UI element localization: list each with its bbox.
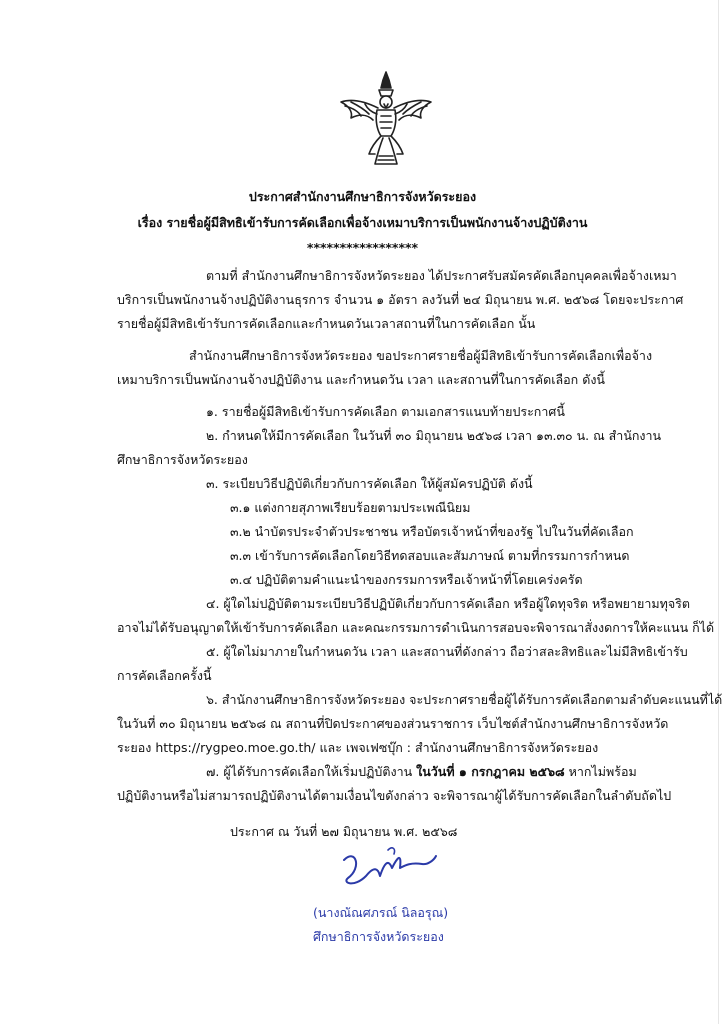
item-2-line-2: ศึกษาธิการจังหวัดระยอง <box>117 452 248 467</box>
item-7-line-2: ปฏิบัติงานหรือไม่สามารถปฏิบัติงานได้ตามเงื่อนไขดังกล่าว จะพิจารณาผู้ได้รับการคัดเลือกในลำดับถัดไป <box>117 788 672 803</box>
item-7-line-1 <box>206 764 637 780</box>
paragraph-2-line-1: สำนักงานศึกษาธิการจังหวัดระยอง ขอประกาศรายชื่อผู้มีสิทธิเข้ารับการคัดเลือกเพื่อจ้าง <box>189 348 653 363</box>
header-stars-divider: ***************** <box>306 240 419 255</box>
item-5-line-2: การคัดเลือกครั้งนี้ <box>117 668 212 683</box>
item-7-start-text: ๗. ผู้ได้รับการคัดเลือกให้เริ่มปฏิบัติงาน <box>206 764 417 779</box>
item-2-line-1: ๒. กำหนดให้มีการคัดเลือก ในวันที่ ๓๐ มิถุนายน ๒๕๖๘ เวลา ๑๓.๓๐ น. ณ สำนักงาน <box>206 428 662 443</box>
page-edge-divider <box>718 0 719 1024</box>
item-3: ๓. ระเบียบวิธีปฏิบัติเกี่ยวกับการคัดเลือก ให้ผู้สมัครปฏิบัติ ดังนี้ <box>206 476 533 491</box>
paragraph-1-line-3: รายชื่อผู้มีสิทธิเข้ารับการคัดเลือกและกำหนดวันเวลาสถานที่ในการคัดเลือก นั้น <box>117 316 536 331</box>
paragraph-1-line-2: บริการเป็นพนักงานจ้างปฏิบัติงานธุรการ จำนวน ๑ อัตรา ลงวันที่ ๒๔ มิถุนายน พ.ศ. ๒๕๖๘ โดยจะประกาศ <box>117 292 684 307</box>
item-3-3: ๓.๓ เข้ารับการคัดเลือกโดยวิธีทดสอบและสัมภาษณ์ ตามที่กรรมการกำหนด <box>230 548 630 563</box>
item-3-1: ๓.๑ แต่งกายสุภาพเรียบร้อยตามประเพณีนิยม <box>230 500 471 515</box>
announcement-title: ประกาศสำนักงานศึกษาธิการจังหวัดระยอง <box>248 189 477 204</box>
announcement-date: ประกาศ ณ วันที่ ๒๗ มิถุนายน พ.ศ. ๒๕๖๘ <box>230 824 458 839</box>
handwritten-signature <box>330 838 440 898</box>
item-1: ๑. รายชื่อผู้มีสิทธิเข้ารับการคัดเลือก ตามเอกสารแนบท้ายประกาศนี้ <box>206 404 565 419</box>
announcement-subject: เรื่อง รายชื่อผู้มีสิทธิเข้ารับการคัดเลือกเพื่อจ้างเหมาบริการเป็นพนักงานจ้างปฏิบัติงาน <box>137 215 588 230</box>
item-6-line-2: ในวันที่ ๓๐ มิถุนายน ๒๕๖๘ ณ สถานที่ปิดประกาศของส่วนราชการ เว็บไซต์สำนักงานศึกษาธิการจังหวัด <box>117 716 669 731</box>
garuda-emblem-icon <box>331 68 441 168</box>
item-7-end-text: หากไม่พร้อม <box>564 764 637 779</box>
paragraph-1-line-1: ตามที่ สำนักงานศึกษาธิการจังหวัดระยอง ได้ประกาศรับสมัครคัดเลือกบุคคลเพื่อจ้างเหมา <box>206 268 677 283</box>
item-3-4: ๓.๔ ปฏิบัติตามคำแนะนำของกรรมการหรือเจ้าหน้าที่โดยเคร่งครัด <box>230 572 583 587</box>
item-6-line-3: ระยอง https://rygpeo.moe.go.th/ และ เพจเฟซบุ๊ก : สำนักงานศึกษาธิการจังหวัดระยอง <box>117 740 599 755</box>
item-4-line-1: ๔. ผู้ใดไม่ปฏิบัติตามระเบียบวิธีปฏิบัติเกี่ยวกับการคัดเลือก หรือผู้ใดทุจริต หรือพยายามทุจริต <box>206 596 691 611</box>
signer-title: ศึกษาธิการจังหวัดระยอง <box>313 929 444 944</box>
item-3-2: ๓.๒ นำบัตรประจำตัวประชาชน หรือบัตรเจ้าหน้าที่ของรัฐ ไปในวันที่คัดเลือก <box>230 524 634 539</box>
paragraph-2-line-2: เหมาบริการเป็นพนักงานจ้างปฏิบัติงาน และกำหนดวัน เวลา และสถานที่ในการคัดเลือก ดังนี้ <box>117 372 605 387</box>
signer-name: (นางณัณศภรณ์ นิลอรุณ) <box>313 905 449 920</box>
item-5-line-1: ๕. ผู้ใดไม่มาภายในกำหนดวัน เวลา และสถานที่ดังกล่าว ถือว่าสละสิทธิและไม่มีสิทธิเข้ารับ <box>206 644 688 659</box>
item-4-line-2: อาจไม่ได้รับอนุญาตให้เข้ารับการคัดเลือก และคณะกรรมการดำเนินการสอบจะพิจารณาสั่งงดการให้คะแนน ก็ได้ <box>117 620 715 635</box>
item-6-line-1: ๖. สำนักงานศึกษาธิการจังหวัดระยอง จะประกาศรายชื่อผู้ได้รับการคัดเลือกตามลำดับคะแนนที่ได้ <box>206 692 723 707</box>
item-7-start-date: ในวันที่ ๑ กรกฎาคม ๒๕๖๘ <box>416 764 565 779</box>
